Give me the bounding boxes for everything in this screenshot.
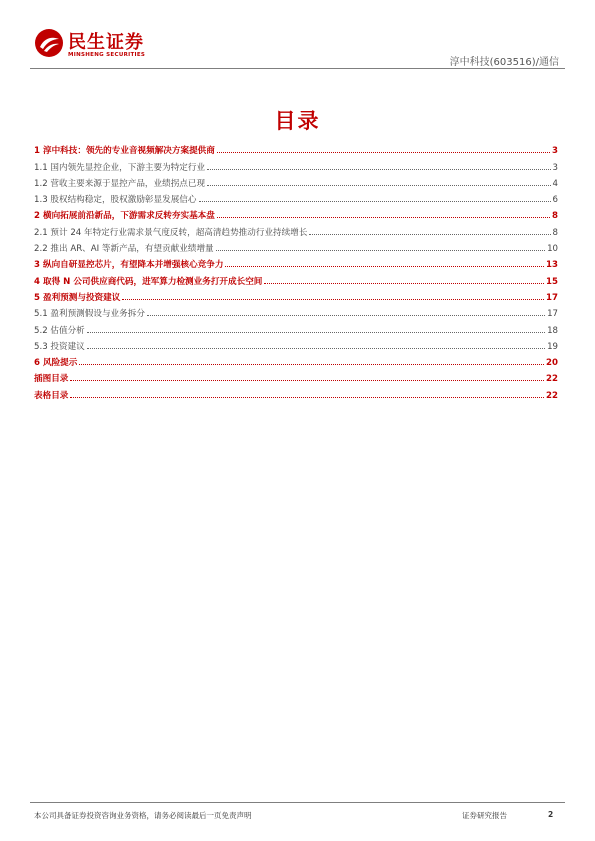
toc-entry-page: 18 bbox=[547, 325, 558, 336]
toc-entry-title: 5 盈利预测与投资建议 bbox=[34, 292, 121, 303]
toc-entry-page: 10 bbox=[547, 244, 558, 255]
toc-entry-page: 22 bbox=[546, 374, 558, 385]
toc-entry-title: 5.2 估值分析 bbox=[34, 325, 85, 336]
footer-divider bbox=[30, 802, 565, 803]
toc-entry[interactable] bbox=[34, 221, 558, 237]
toc-entry[interactable] bbox=[34, 287, 558, 303]
toc-entry-page: 20 bbox=[546, 358, 558, 369]
toc-dot-leader bbox=[225, 266, 544, 267]
toc-entry[interactable] bbox=[34, 303, 558, 319]
toc-entry-title: 2.2 推出 AR、AI 等新产品，有望贡献业绩增量 bbox=[34, 244, 214, 255]
toc-dot-leader bbox=[79, 364, 544, 365]
page-title: 目录 bbox=[274, 109, 321, 133]
logo-english-name: MINSHENG SECURITIES bbox=[68, 52, 146, 58]
toc-entry-page: 13 bbox=[546, 260, 558, 271]
toc-entry[interactable] bbox=[34, 238, 558, 254]
minsheng-logo bbox=[30, 26, 190, 64]
toc-entry-title: 5.3 投资建议 bbox=[34, 341, 85, 352]
logo-chinese-name: 民生证券 bbox=[68, 32, 144, 53]
toc-entry[interactable] bbox=[34, 352, 558, 368]
toc-dot-leader bbox=[70, 397, 544, 398]
table-of-contents bbox=[34, 140, 558, 401]
toc-dot-leader bbox=[70, 380, 544, 381]
toc-dot-leader bbox=[199, 201, 551, 202]
toc-entry[interactable] bbox=[34, 156, 558, 172]
toc-entry[interactable] bbox=[34, 173, 558, 189]
toc-entry-page: 17 bbox=[546, 292, 558, 303]
toc-entry-title: 插图目录 bbox=[34, 374, 69, 385]
toc-entry-page: 6 bbox=[552, 195, 558, 206]
header-divider bbox=[30, 68, 565, 69]
page-header bbox=[30, 26, 565, 70]
toc-entry[interactable] bbox=[34, 140, 558, 156]
footer-disclaimer: 本公司具备证券投资咨询业务资格，请务必阅读最后一页免责声明 bbox=[34, 811, 252, 820]
toc-entry-page: 8 bbox=[552, 227, 558, 238]
toc-entry[interactable] bbox=[34, 368, 558, 384]
toc-entry-title: 1.2 营收主要来源于显控产品，业绩拐点已现 bbox=[34, 178, 206, 189]
toc-entry[interactable] bbox=[34, 384, 558, 400]
toc-entry[interactable] bbox=[34, 336, 558, 352]
toc-entry-page: 17 bbox=[547, 309, 558, 320]
toc-dot-leader bbox=[122, 299, 544, 300]
toc-dot-leader bbox=[217, 217, 550, 218]
toc-entry-title: 4 取得 N 公司供应商代码，进军算力检测业务打开成长空间 bbox=[34, 276, 263, 287]
toc-dot-leader bbox=[87, 348, 545, 349]
toc-dot-leader bbox=[147, 315, 545, 316]
toc-dot-leader bbox=[207, 169, 550, 170]
toc-entry-title: 1 淳中科技：领先的专业音视频解决方案提供商 bbox=[34, 146, 215, 157]
toc-entry[interactable] bbox=[34, 189, 558, 205]
footer-document-type: 证券研究报告 bbox=[462, 811, 507, 820]
toc-entry-page: 22 bbox=[546, 390, 558, 401]
toc-entry[interactable] bbox=[34, 205, 558, 221]
toc-entry-page: 15 bbox=[546, 276, 558, 287]
toc-dot-leader bbox=[207, 185, 550, 186]
toc-entry[interactable] bbox=[34, 319, 558, 335]
toc-dot-leader bbox=[87, 332, 545, 333]
toc-entry-title: 1.3 股权结构稳定，股权激励彰显发展信心 bbox=[34, 195, 197, 206]
toc-entry-title: 2.1 预计 24 年特定行业需求景气度反转，超高清趋势推动行业持续增长 bbox=[34, 227, 308, 238]
company-ticker: 淳中科技(603516)/通信 bbox=[449, 57, 559, 68]
toc-dot-leader bbox=[264, 283, 544, 284]
toc-entry-title: 3 纵向自研显控芯片，有望降本并增强核心竞争力 bbox=[34, 260, 224, 271]
toc-entry-page: 8 bbox=[552, 211, 558, 222]
page-number: 2 bbox=[548, 810, 554, 819]
toc-entry-title: 2 横向拓展前沿新品，下游需求反转夯实基本盘 bbox=[34, 211, 215, 222]
toc-entry[interactable] bbox=[34, 270, 558, 286]
toc-entry-page: 4 bbox=[552, 178, 558, 189]
toc-dot-leader bbox=[216, 250, 545, 251]
toc-entry-title: 1.1 国内领先显控企业，下游主要为特定行业 bbox=[34, 162, 206, 173]
toc-dot-leader bbox=[309, 234, 550, 235]
toc-dot-leader bbox=[217, 152, 550, 153]
toc-entry-page: 3 bbox=[552, 162, 558, 173]
minsheng-logo-icon bbox=[34, 28, 64, 58]
toc-entry[interactable] bbox=[34, 254, 558, 270]
toc-entry-title: 6 风险提示 bbox=[34, 358, 78, 369]
toc-entry-page: 3 bbox=[552, 146, 558, 157]
toc-entry-page: 19 bbox=[547, 341, 558, 352]
toc-entry-title: 5.1 盈利预测假设与业务拆分 bbox=[34, 309, 145, 320]
toc-entry-title: 表格目录 bbox=[34, 390, 69, 401]
